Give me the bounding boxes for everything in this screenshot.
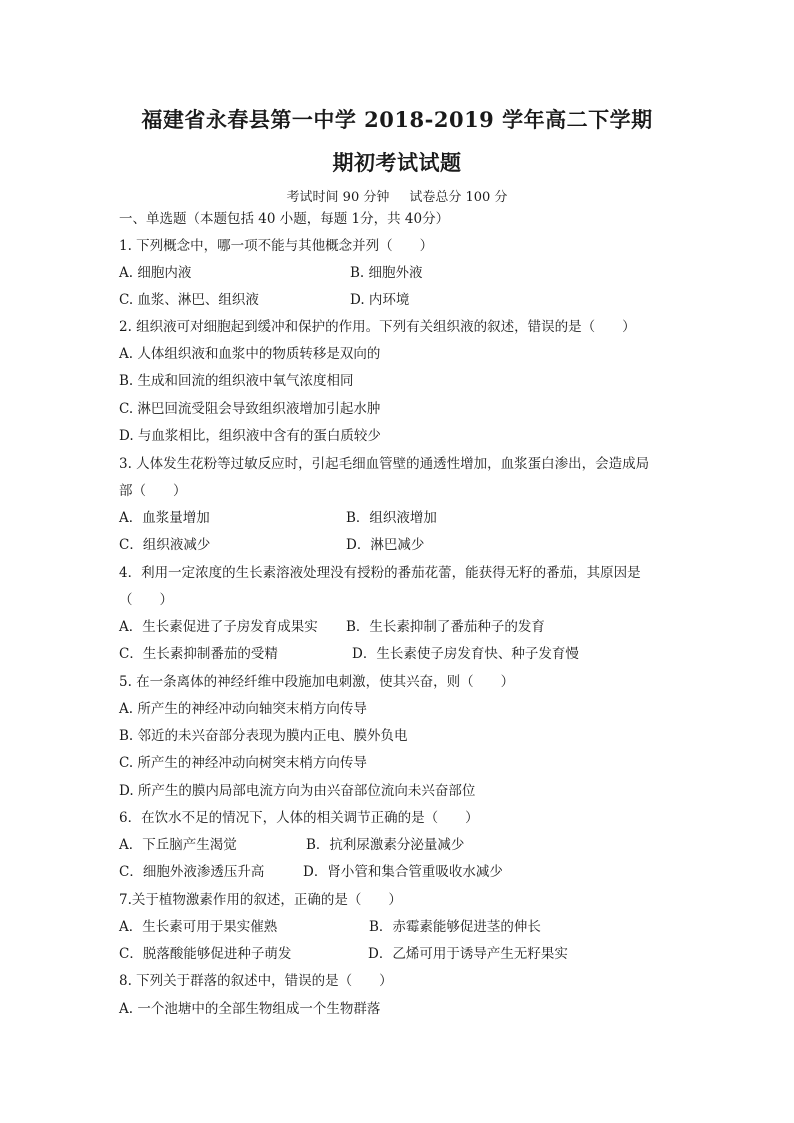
total-score: 试卷总分 100 分 <box>409 190 508 205</box>
q7-stem: 7.关于植物激素作用的叙述，正确的是（ ） <box>119 892 402 908</box>
q6-stem: 6．在饮水不足的情况下，人体的相关调节正确的是（ ） <box>119 810 479 826</box>
exam-title-line2: 期初考试试题 <box>332 150 462 175</box>
q8-option-a: A. 一个池塘中的全部生物组成一个生物群落 <box>119 1001 381 1017</box>
q1-option-c: C. 血浆、淋巴、组织液 <box>119 292 259 308</box>
q5-option-c: C. 所产生的神经冲动向树突末梢方向传导 <box>119 755 367 771</box>
q2-stem: 2. 组织液可对细胞起到缓冲和保护的作用。下列有关组织液的叙述，错误的是（ ） <box>119 319 636 335</box>
exam-time: 考试时间 90 分钟 <box>286 190 390 205</box>
q7-option-b: B．赤霉素能够促进茎的伸长 <box>369 919 541 935</box>
q6-option-b: B．抗利尿激素分泌量减少 <box>306 837 465 853</box>
q2-option-c: C. 淋巴回流受阻会导致组织液增加引起水肿 <box>119 401 381 417</box>
q3-stem-line1: 3. 人体发生花粉等过敏反应时，引起毛细血管壁的通透性增加，血浆蛋白渗出，会造成局 <box>119 456 650 472</box>
q4-option-c: C．生长素抑制番茄的受精 <box>119 646 278 662</box>
q3-option-b: B．组织液增加 <box>346 510 437 526</box>
q7-option-a: A．生长素可用于果实催熟 <box>119 919 278 935</box>
q1-option-d: D. 内环境 <box>350 292 410 308</box>
q5-stem: 5. 在一条离体的神经纤维中段施加电刺激，使其兴奋，则（ ） <box>119 674 515 690</box>
q7-option-d: D．乙烯可用于诱导产生无籽果实 <box>368 946 568 962</box>
q4-option-d: D．生长素使子房发育快、种子发育慢 <box>352 646 579 662</box>
q3-option-c: C．组织液减少 <box>119 537 211 553</box>
q5-option-b: B. 邻近的未兴奋部分表现为膜内正电、膜外负电 <box>119 728 408 744</box>
q3-option-d: D．淋巴减少 <box>346 537 425 553</box>
q7-option-c: C．脱落酸能够促进种子萌发 <box>119 946 292 962</box>
q4-stem-line1: 4．利用一定浓度的生长素溶液处理没有授粉的番茄花蕾，能获得无籽的番茄，其原因是 <box>119 565 641 581</box>
q8-stem: 8. 下列关于群落的叙述中，错误的是（ ） <box>119 973 393 989</box>
q4-stem-line2: （ ） <box>119 592 173 608</box>
q3-option-a: A．血浆量增加 <box>119 510 210 526</box>
q6-option-a: A．下丘脑产生渴觉 <box>119 837 237 853</box>
q4-option-b: B．生长素抑制了番茄种子的发育 <box>346 619 545 635</box>
q6-option-c: C．细胞外液渗透压升高 <box>119 864 265 880</box>
q1-option-b: B. 细胞外液 <box>350 265 423 281</box>
q5-option-a: A. 所产生的神经冲动向轴突末梢方向传导 <box>119 701 367 717</box>
q4-option-a: A．生长素促进了子房发育成果实 <box>119 619 318 635</box>
q2-option-b: B. 生成和回流的组织液中氧气浓度相同 <box>119 373 354 389</box>
q5-option-d: D. 所产生的膜内局部电流方向为由兴奋部位流向未兴奋部位 <box>119 783 476 799</box>
q1-stem: 1. 下列概念中，哪一项不能与其他概念并列（ ） <box>119 238 434 254</box>
q6-option-d: D．肾小管和集合管重吸收水减少 <box>303 864 503 880</box>
exam-info <box>0 186 794 205</box>
q3-stem-line2: 部（ ） <box>119 483 187 499</box>
exam-title-line1: 福建省永春县第一中学 2018-2019 学年高二下学期 <box>141 107 653 132</box>
q1-option-a: A. 细胞内液 <box>119 265 192 281</box>
section-heading: 一、单选题（本题包括 40 小题，每题 1分，共 40分） <box>119 211 450 227</box>
q2-option-a: A. 人体组织液和血浆中的物质转移是双向的 <box>119 346 381 362</box>
q2-option-d: D. 与血浆相比，组织液中含有的蛋白质较少 <box>119 428 381 444</box>
